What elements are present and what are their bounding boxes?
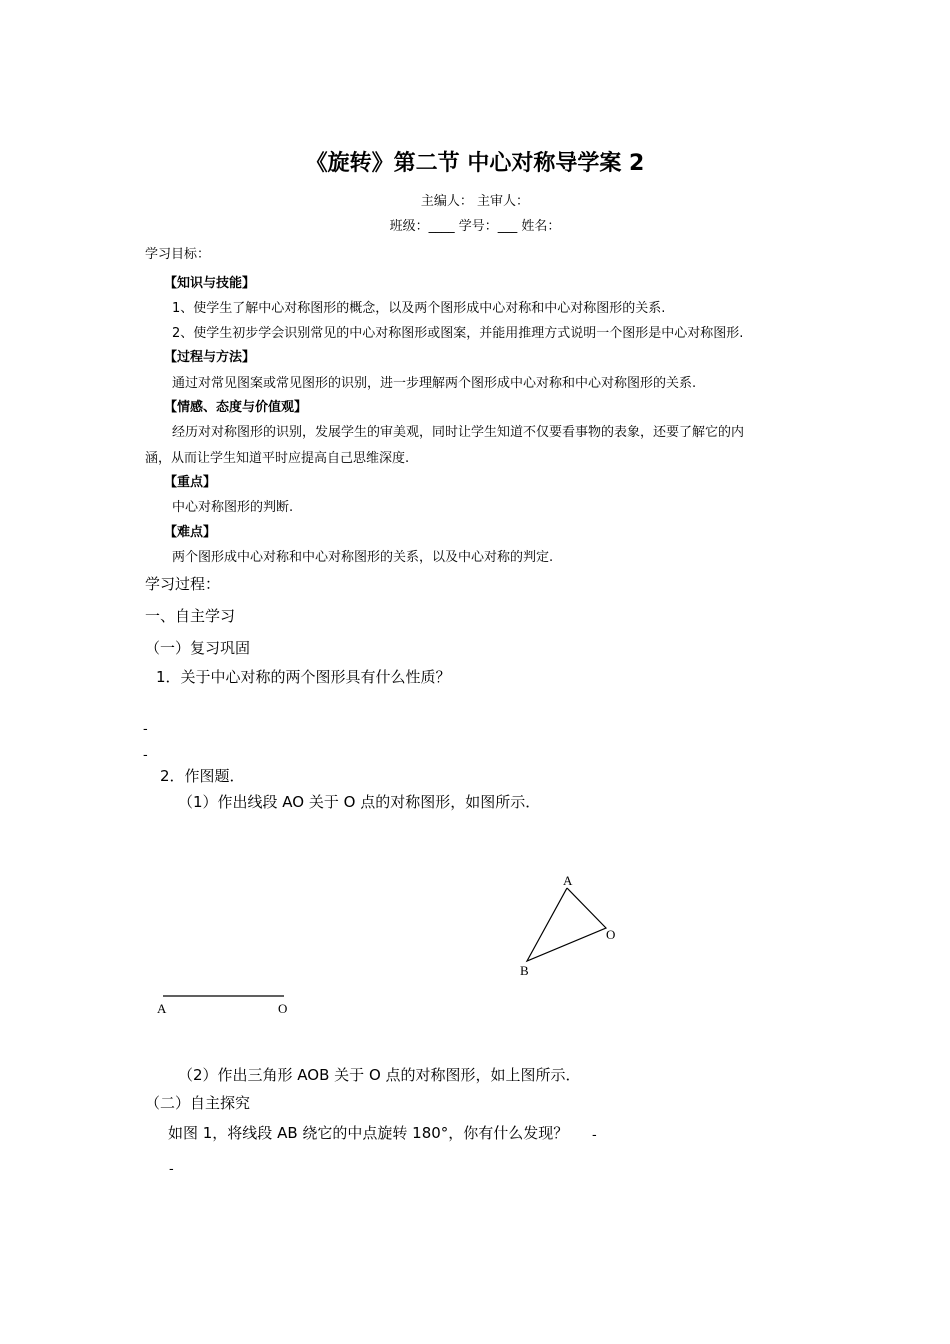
editors-line: 主编人： 主审人：	[420, 194, 530, 209]
section-1-heading: 一、自主学习	[145, 607, 236, 625]
question-2-part-2: （2）作出三角形 AOB 关于 O 点的对称图形，如上图所示．	[178, 1066, 581, 1084]
question-1: 1．关于中心对称的两个图形具有什么性质？	[156, 668, 451, 686]
subsection-2-heading: （二）自主探究	[145, 1094, 251, 1112]
segment-label-a: A	[157, 1001, 167, 1016]
segment-figure	[150, 988, 300, 1020]
knowledge-item-2: 2、使学生初步学会识别常见的中心对称图形或图案，并能用推理方式说明一个图形是中心对称图形.	[172, 326, 744, 341]
emotion-text-line-2: 涵，从而让学生知道平时应提高自己思维深度.	[145, 451, 410, 466]
triangle-label-a: A	[563, 873, 573, 888]
process-heading: 【过程与方法】	[164, 350, 256, 365]
goals-heading: 学习目标：	[145, 247, 211, 262]
emotion-heading: 【情感、态度与价值观】	[164, 400, 308, 415]
emotion-text-line-1: 经历对对称图形的识别，发展学生的审美观，同时让学生知道不仅要看事物的表象，还要了解它的内	[172, 425, 745, 440]
triangle-aob	[527, 888, 606, 961]
knowledge-item-1: 1、使学生了解中心对称图形的概念，以及两个图形成中心对称和中心对称图形的关系.	[172, 301, 666, 316]
process-text: 通过对常见图案或常见图形的识别，进一步理解两个图形成中心对称和中心对称图形的关系.	[172, 376, 697, 391]
answer-blank-dash: -	[592, 1128, 597, 1143]
explore-question: 如图 1，将线段 AB 绕它的中点旋转 180°，你有什么发现？	[168, 1124, 569, 1142]
key-heading: 【重点】	[164, 475, 217, 490]
answer-blank-dash: -	[143, 748, 148, 763]
triangle-label-b: B	[520, 963, 529, 978]
subsection-1-heading: （一）复习巩固	[145, 639, 251, 657]
answer-blank-dash: -	[143, 722, 148, 737]
segment-label-o: O	[278, 1001, 288, 1016]
student-info-line: 班级：____ 学号：___ 姓名：	[389, 219, 561, 234]
triangle-label-o: O	[606, 927, 616, 942]
knowledge-heading: 【知识与技能】	[164, 276, 256, 291]
question-2: 2．作图题．	[160, 767, 245, 785]
question-2-part-1: （1）作出线段 AO 关于 O 点的对称图形，如图所示．	[178, 793, 541, 811]
difficulty-heading: 【难点】	[164, 525, 217, 540]
answer-blank-dash: -	[169, 1162, 174, 1177]
process-title: 学习过程：	[145, 575, 221, 593]
key-text: 中心对称图形的判断.	[172, 500, 294, 515]
triangle-figure	[510, 870, 620, 980]
page-title: 《旋转》第二节 中心对称导学案 2	[305, 151, 645, 176]
difficulty-text: 两个图形成中心对称和中心对称图形的关系，以及中心对称的判定.	[172, 550, 554, 565]
